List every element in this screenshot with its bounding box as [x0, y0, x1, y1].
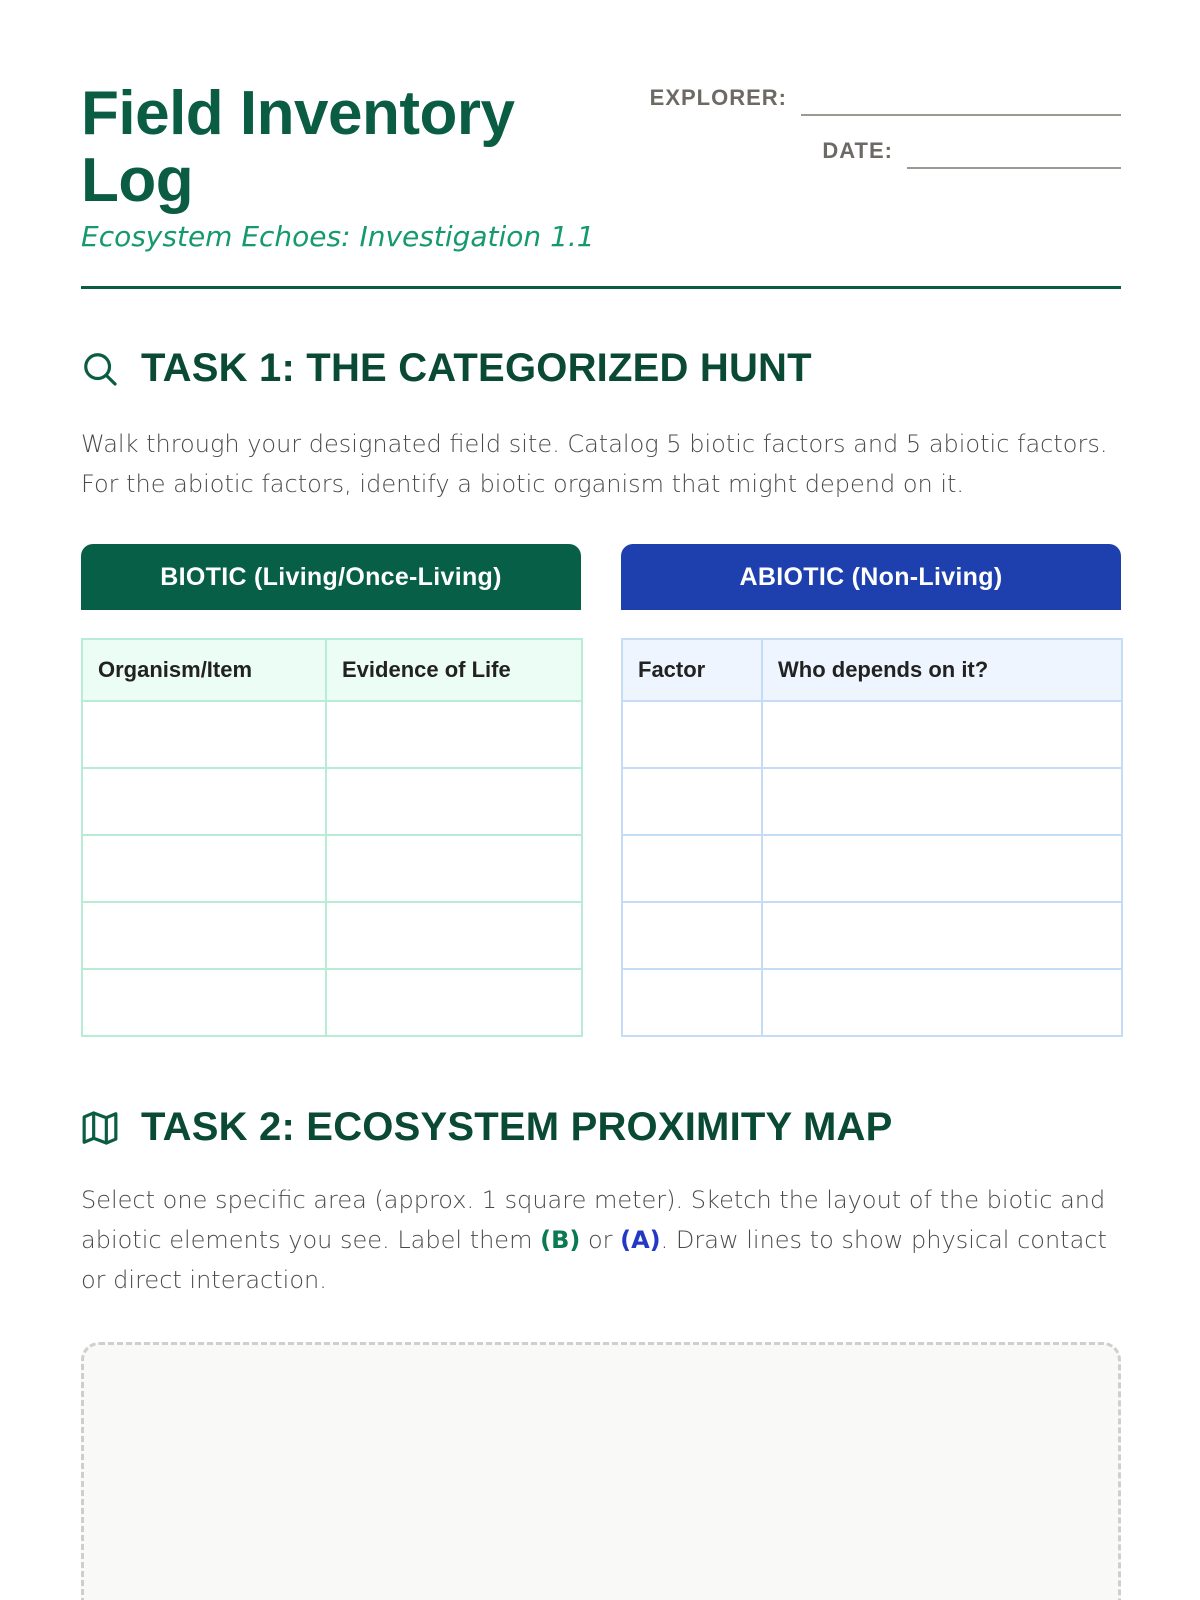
map-icon	[81, 1109, 119, 1147]
table-cell[interactable]	[762, 835, 1122, 902]
table-cell[interactable]	[762, 768, 1122, 835]
table-cell[interactable]	[326, 902, 582, 969]
table-cell[interactable]	[622, 835, 762, 902]
header	[81, 78, 1121, 288]
table-row	[82, 701, 582, 768]
table-row	[622, 902, 1122, 969]
table-header-row	[82, 639, 582, 701]
table-row	[82, 768, 582, 835]
table-cell[interactable]	[82, 701, 326, 768]
explorer-input-line[interactable]	[801, 84, 1121, 116]
worksheet-page	[81, 0, 1121, 1600]
table-row	[622, 701, 1122, 768]
page-subtitle: Ecosystem Echoes: Investigation 1.1	[81, 220, 595, 253]
task1-instructions: Walk through your designated field site. Catalog 5 biotic factors and 5 abiotic factors. For the abiotic factors, identify a biotic organism that might depend on it.	[81, 430, 1108, 498]
page-title: Field Inventory Log	[81, 79, 515, 215]
abiotic-banner: ABIOTIC (Non-Living)	[621, 544, 1121, 610]
table-cell[interactable]	[622, 902, 762, 969]
column-header: Who depends on it?	[762, 639, 1122, 701]
task2-heading	[81, 1105, 892, 1150]
task2-instructions-or: or	[580, 1226, 621, 1254]
table-cell[interactable]	[326, 768, 582, 835]
table-cell[interactable]	[326, 701, 582, 768]
table-cell[interactable]	[82, 902, 326, 969]
table-cell[interactable]	[762, 902, 1122, 969]
table-cell[interactable]	[622, 969, 762, 1036]
column-header: Organism/Item	[82, 639, 326, 701]
column-header: Factor	[622, 639, 762, 701]
table-cell[interactable]	[622, 768, 762, 835]
biotic-label-tag: (B)	[540, 1226, 581, 1254]
table-cell[interactable]	[82, 835, 326, 902]
table-row	[82, 902, 582, 969]
task2-instructions-text: Select one specific area (approx. 1 square meter). Sketch the layout of the biotic and abiotic elements you see. Label them	[81, 1186, 1106, 1254]
search-icon	[81, 350, 119, 388]
table-cell[interactable]	[326, 969, 582, 1036]
table-cell[interactable]	[762, 969, 1122, 1036]
table-cell[interactable]	[82, 969, 326, 1036]
date-field	[822, 137, 1121, 169]
table-cell[interactable]	[326, 835, 582, 902]
task2-instructions-end: . Draw lines to show physical contact or direct interaction.	[81, 1226, 1107, 1294]
table-row	[82, 835, 582, 902]
biotic-table	[81, 638, 583, 1037]
date-input-line[interactable]	[907, 137, 1121, 169]
abiotic-table	[621, 638, 1123, 1037]
table-row	[622, 835, 1122, 902]
task1-title: TASK 1: THE CATEGORIZED HUNT	[141, 346, 812, 390]
table-cell[interactable]	[622, 701, 762, 768]
table-cell[interactable]	[82, 768, 326, 835]
table-row	[622, 768, 1122, 835]
table-cell[interactable]	[762, 701, 1122, 768]
explorer-field	[650, 84, 1121, 116]
task2-title: TASK 2: ECOSYSTEM PROXIMITY MAP	[141, 1105, 893, 1149]
table-row	[82, 969, 582, 1036]
table-row	[622, 969, 1122, 1036]
task2-instructions	[81, 1180, 1121, 1300]
biotic-banner: BIOTIC (Living/Once-Living)	[81, 544, 581, 610]
task1-heading	[81, 346, 812, 391]
table-header-row	[622, 639, 1122, 701]
explorer-label: EXPLORER:	[649, 85, 787, 110]
date-label: DATE:	[822, 138, 893, 163]
abiotic-label-tag: (A)	[620, 1226, 661, 1254]
column-header: Evidence of Life	[326, 639, 582, 701]
header-divider	[81, 286, 1121, 289]
sketch-area[interactable]	[81, 1342, 1121, 1600]
